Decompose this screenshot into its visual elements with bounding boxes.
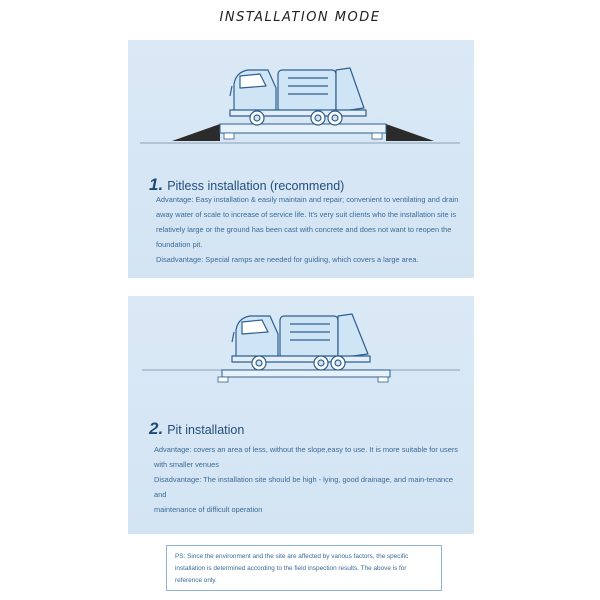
right-ramp-icon — [386, 124, 434, 141]
section-title: Pit installation — [167, 423, 245, 437]
load-cell-foot-icon — [372, 133, 382, 139]
left-ramp-icon — [172, 124, 220, 141]
disadvantage-text-cont: maintenance of difficult operation — [154, 505, 263, 514]
load-cell-foot-icon — [378, 377, 388, 382]
ps-note: PS: Since the environment and the site are affected by various factors, the specific installation is determined according to the field inspection results. The above is for reference only. — [166, 545, 442, 591]
load-cell-foot-icon — [224, 133, 234, 139]
disadvantage-text: Disadvantage: Special ramps are needed for guiding, which covers a large area. — [156, 255, 419, 264]
pitless-installation-panel — [128, 40, 474, 278]
garbage-truck-icon — [232, 314, 370, 370]
load-cell-foot-icon — [218, 377, 228, 382]
pitless-scene — [128, 40, 474, 160]
pitless-description — [156, 192, 462, 267]
page-title: INSTALLATION MODE — [219, 10, 381, 25]
garbage-truck-icon — [230, 68, 366, 125]
truck-scale-platform-icon — [220, 124, 386, 133]
pit-installation-panel — [128, 296, 474, 534]
pit-description — [154, 442, 460, 517]
section-number: 2. — [149, 419, 164, 438]
advantage-text: Advantage: Easy installation & easily maintain and repair; convenient to ventilating and drain away water of scale to increase of service life. It's very suit clients who the installation site is relatively large or the ground has been cast with concrete and does not want to reopen the foundation pit. — [156, 195, 459, 249]
pit-scene — [128, 296, 474, 416]
disadvantage-text: Disadvantage: The installation site should be high - lying, good drainage, and main-tenance and — [154, 475, 453, 499]
pit-heading — [149, 419, 244, 439]
advantage-text: Advantage: covers an area of less, without the slope,easy to use. It is more suitable for users with smaller venues — [154, 445, 458, 469]
section-number: 1. — [149, 175, 164, 194]
section-title: Pitless installation (recommend) — [167, 179, 345, 193]
truck-scale-platform-icon — [222, 370, 390, 377]
